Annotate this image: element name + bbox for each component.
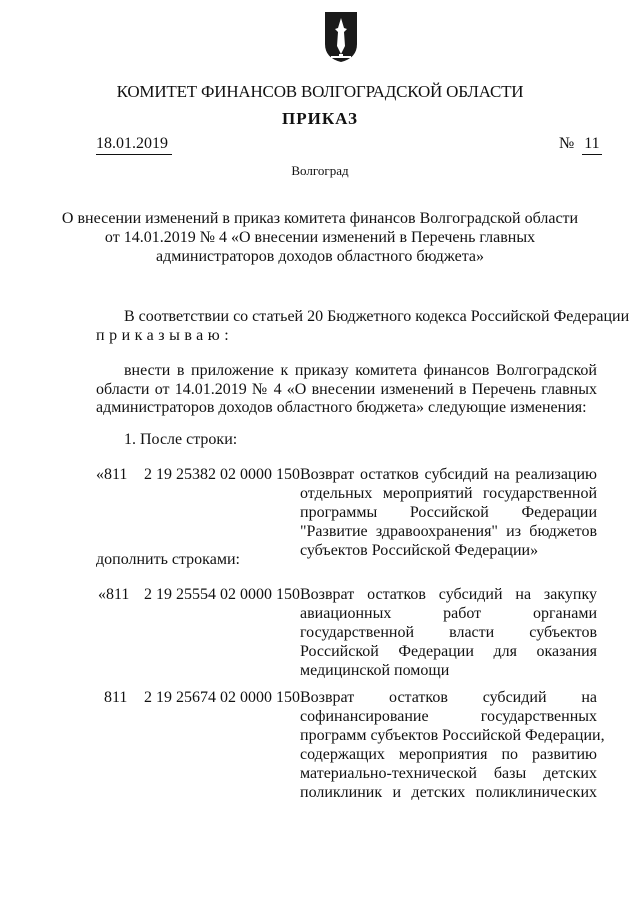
desc-line: "Развитие здравоохранения" из бюджетов [300,523,597,540]
order-number [559,134,602,155]
order-subject [0,209,640,266]
desc-line: Российской Федерации для оказания [300,643,597,660]
new-row-admin: 811 [104,689,128,706]
supplement-label: дополнить строками: [96,551,240,568]
desc-line: поликлиник и детских поликлинических [300,784,597,801]
intro-line: внести в приложение к приказу комитета финансов Волгоградской [124,362,597,379]
number-sign: № [559,135,575,152]
desc-line: программы Российской Федерации [300,504,597,521]
intro-paragraph [96,362,597,418]
new-row-description [300,688,605,802]
number-value: 11 [582,134,601,155]
item-1: 1. После строки: [124,431,238,448]
subject-line: администраторов доходов областного бюджета» [155,248,485,265]
order-date: 18.01.2019 [96,134,172,155]
basis-line: В соответствии со статьей 20 Бюджетного кодекса Российской Федерации [124,308,630,325]
desc-line: программ субъектов Российской Федерации, [300,727,605,744]
desc-line: Возврат остатков субсидий на закупку [300,586,597,603]
desc-line: отдельных мероприятий государственной [300,485,597,502]
after-row-admin: «811 [96,466,128,483]
desc-line: софинансирование государственных [300,708,597,725]
basis-paragraph [96,308,630,345]
new-row-code: 2 19 25554 02 0000 150 [144,586,300,603]
subject-line: О внесении изменений в приказ комитета финансов Волгоградской области [61,210,579,227]
committee-name: КОМИТЕТ ФИНАНСОВ ВОЛГОГРАДСКОЙ ОБЛАСТИ [116,82,524,101]
city: Волгоград [291,163,349,178]
intro-line: администраторов доходов областного бюджета» следующие изменения: [96,399,587,416]
subject-line: от 14.01.2019 № 4 «О внесении изменений в Перечень главных [104,229,536,246]
order-title: ПРИКАЗ [282,109,358,128]
volgograd-region-emblem-icon [323,10,359,64]
desc-line: Возврат остатков субсидий на реализацию [300,466,597,483]
desc-line: авиационных работ органами [300,605,597,622]
new-row-admin: «811 [98,586,130,603]
desc-line: медицинской помощи [300,662,450,679]
desc-line: материально-технической базы детских [300,765,597,782]
after-row-code: 2 19 25382 02 0000 150 [144,466,300,483]
desc-line: содержащих мероприятия по развитию [300,746,597,763]
after-row-description [300,465,597,560]
desc-line: субъектов Российской Федерации» [300,542,539,559]
desc-line: Возврат остатков субсидий на [300,689,597,706]
new-row-code: 2 19 25674 02 0000 150 [144,689,300,706]
intro-line: области от 14.01.2019 № 4 «О внесении изменений в Перечень главных [96,380,597,398]
desc-line: государственной власти субъектов [300,624,597,641]
order-verb: приказываю: [96,326,234,344]
new-row-description [300,585,597,680]
